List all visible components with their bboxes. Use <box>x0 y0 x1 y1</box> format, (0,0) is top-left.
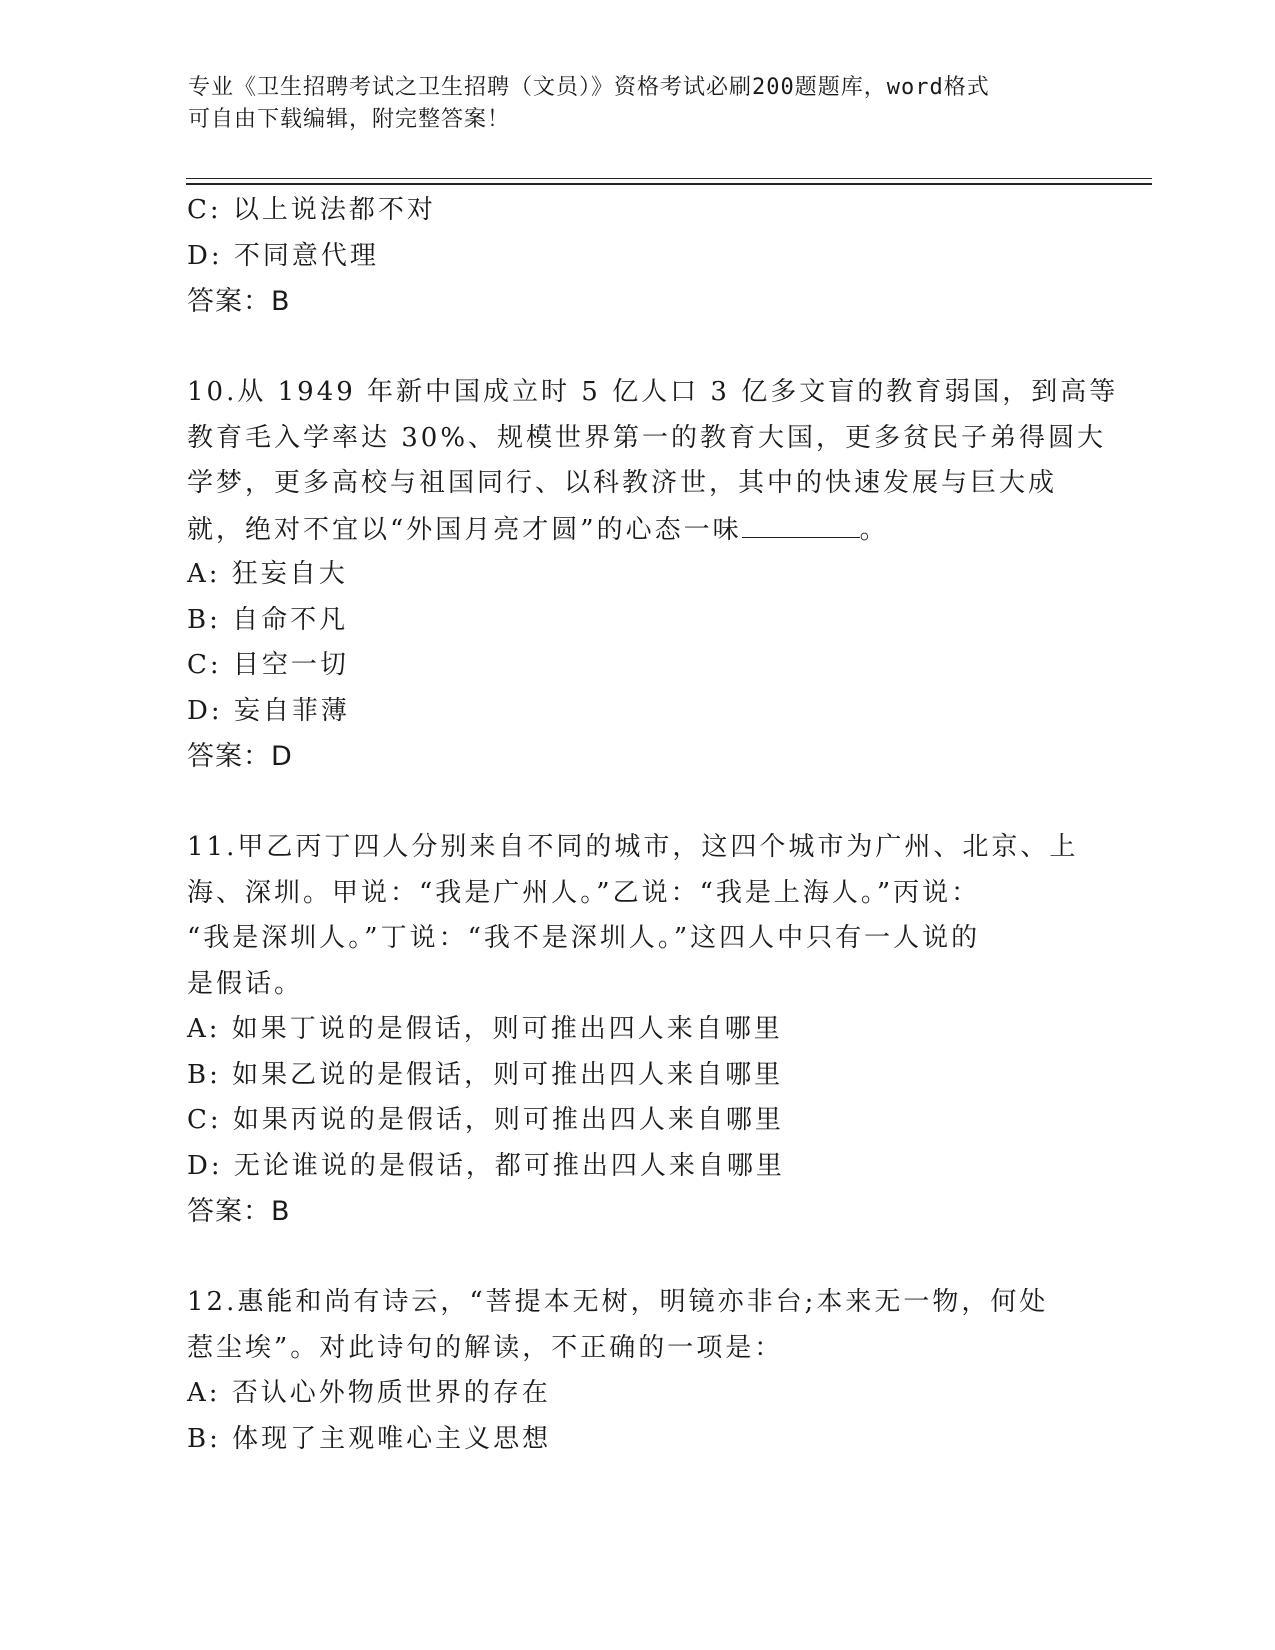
question-stem-line: 10.从 1949 年新中国成立时 5 亿人口 3 亿多文盲的教育弱国，到高等 <box>187 377 1119 407</box>
question-stem-line: 海、深圳。甲说：“我是广州人。”乙说：“我是上海人。”丙说： <box>187 877 981 908</box>
question-stem-line: 学梦，更多高校与祖国同行、以科教济世，其中的快速发展与巨大成 <box>187 468 1058 498</box>
header-line-2: 可自由下载编辑，附完整答案！ <box>188 107 511 132</box>
option-a: A: 狂妄自大 <box>187 559 348 589</box>
spacer <box>187 1235 1087 1281</box>
question-stem-line <box>187 507 1087 553</box>
question-11 <box>187 825 1087 1235</box>
question-9-tail <box>187 188 1087 325</box>
option-b: B: 体现了主观唯心主义思想 <box>187 1423 552 1454</box>
answer: 答案：D <box>187 741 293 772</box>
answer: 答案：B <box>187 286 291 317</box>
spacer <box>187 780 1087 826</box>
option-d: D: 妄自菲薄 <box>187 695 350 726</box>
spacer <box>187 325 1087 371</box>
stem-tail: 。 <box>859 514 889 545</box>
document-body <box>187 188 1119 1462</box>
question-stem-line: 惹尘埃”。对此诗句的解读，不正确的一项是： <box>187 1332 784 1363</box>
fill-blank <box>742 507 860 538</box>
header-line-1: 专业《卫生招聘考试之卫生招聘（文员）》资格考试必刷200题题库，word格式 <box>188 75 990 100</box>
page-header <box>188 72 1108 136</box>
stem-text: 就，绝对不宜以“外国月亮才圆”的心态一味 <box>187 514 742 545</box>
question-stem-line: 12.惠能和尚有诗云，“菩提本无树，明镜亦非台;本来无一物，何处 <box>187 1287 1049 1317</box>
option-d: D: 无论谁说的是假话，都可推出四人来自哪里 <box>187 1150 785 1181</box>
question-10 <box>187 370 1119 780</box>
option-a: A: 如果丁说的是假话，则可推出四人来自哪里 <box>187 1014 783 1044</box>
question-stem-line: “我是深圳人。”丁说：“我不是深圳人。”这四人中只有一人说的 <box>187 923 981 953</box>
answer: 答案：B <box>187 1196 291 1227</box>
question-stem-line: 是假话。 <box>187 968 304 999</box>
option-c: C: 以上说法都不对 <box>187 195 436 225</box>
option-b: B: 自命不凡 <box>187 604 349 635</box>
header-divider <box>186 178 1152 185</box>
question-12 <box>187 1280 1087 1462</box>
option-c: C: 如果丙说的是假话，则可推出四人来自哪里 <box>187 1105 784 1135</box>
option-b: B: 如果乙说的是假话，则可推出四人来自哪里 <box>187 1059 784 1090</box>
question-stem-line: 11.甲乙丙丁四人分别来自不同的城市，这四个城市为广州、北京、上 <box>187 832 1079 862</box>
option-c: C: 目空一切 <box>187 650 349 680</box>
option-d: D: 不同意代理 <box>187 240 379 271</box>
option-a: A: 否认心外物质世界的存在 <box>187 1378 551 1408</box>
question-stem-line: 教育毛入学率达 30%、规模世界第一的教育大国，更多贫民子弟得圆大 <box>187 422 1107 453</box>
